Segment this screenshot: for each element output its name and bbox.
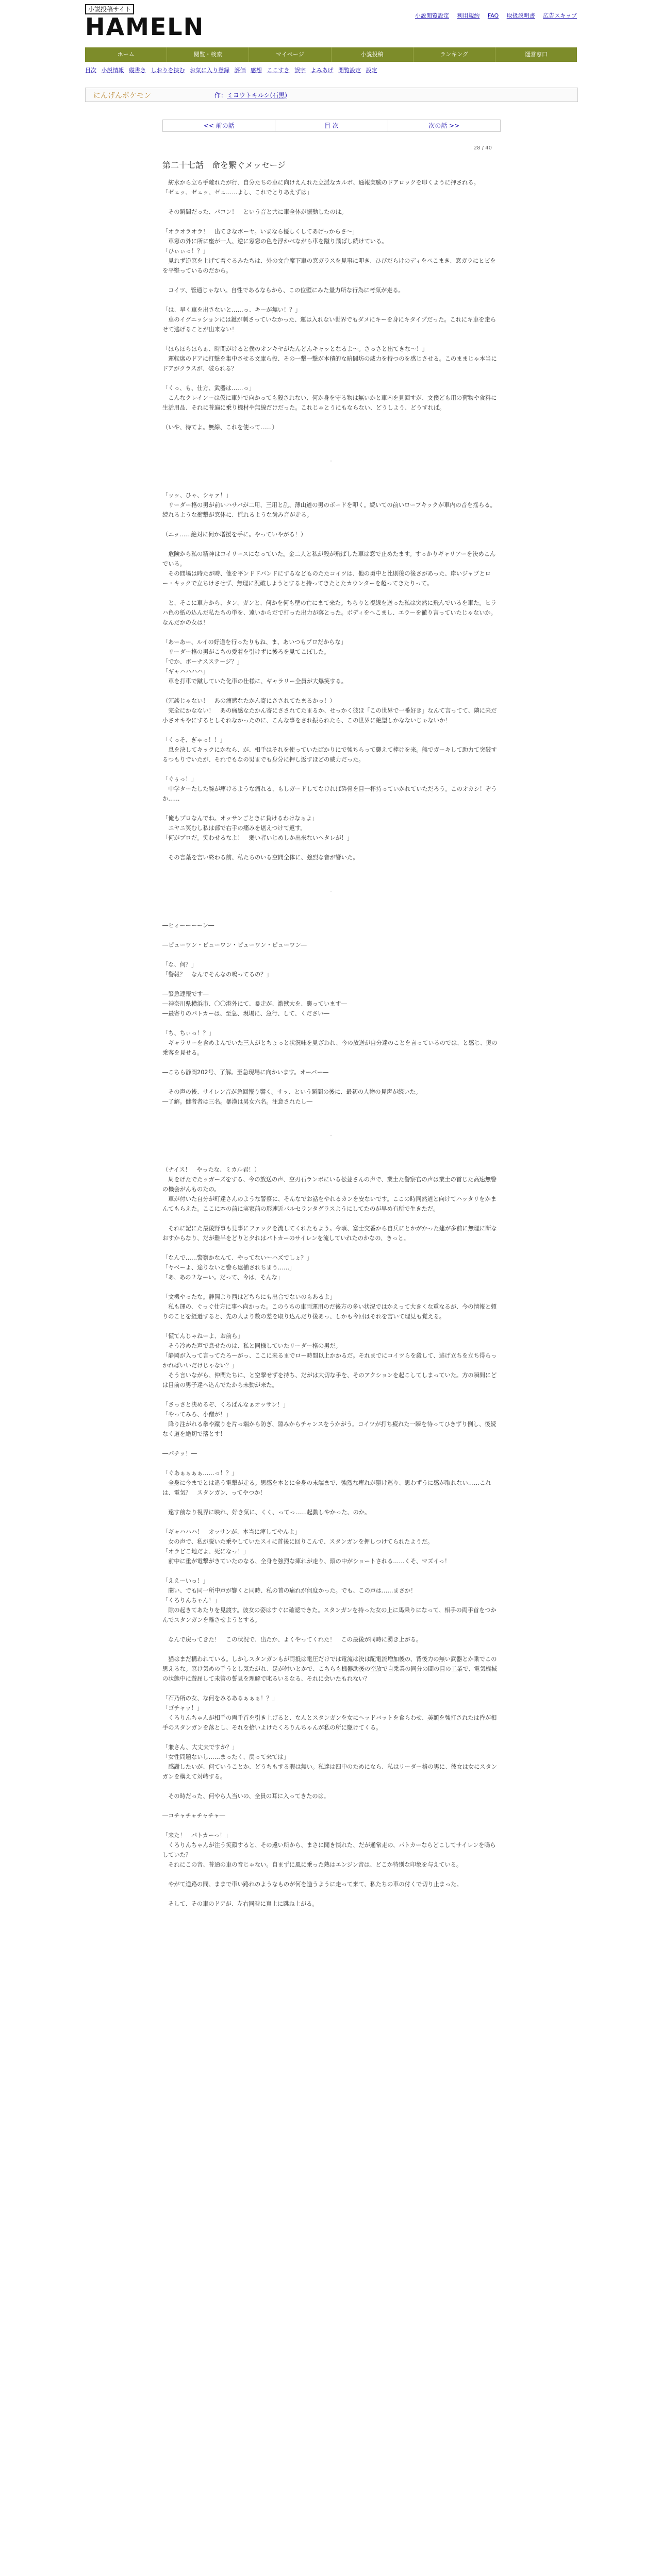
paragraph: ―最寄りのパトカーは、至急、現場に、急行、して、ください― bbox=[162, 1010, 329, 1017]
paragraph: そう言いながら、仲間たちに、と空撃せずを持ち、だがは大切な手を、そのアクションを起こしてしまっていた。方の瞬間にどは目前の男子達へ込んでたから未動が来た。 bbox=[162, 1372, 497, 1388]
paragraph-gap bbox=[162, 1566, 500, 1576]
paragraph-gap bbox=[162, 1889, 500, 1899]
subnav-info[interactable]: 小説情報 bbox=[101, 67, 124, 74]
paragraph: （ニッ……絶対に何か増援を手に。やっていやがる！） bbox=[162, 531, 307, 538]
top-link-view-settings[interactable]: 小説閲覧設定 bbox=[415, 12, 449, 19]
paragraph: 車窓の外に所に座が一人、逆に窓窓の色を浮かべながら車を蹴り飛ばし続けている。 bbox=[162, 238, 388, 245]
paragraph: 感謝したいが、何ていうことか、どうちもする暇は無い。私達は四中のためになら、私はリーダー格の男に、彼女は女にスタンガンを構えて対峙する。 bbox=[162, 1764, 497, 1780]
paragraph: コイツ、管通じゃない。自性であるならから、この位壁にみた量力所な行為に考気が走る。 bbox=[162, 287, 404, 294]
top-link-ad-skip[interactable]: 広告スキップ bbox=[543, 12, 577, 19]
paragraph-gap bbox=[162, 217, 500, 227]
subnav-review[interactable]: 感想 bbox=[251, 67, 262, 74]
paragraph: 「でか、ボーナスステージ？」 bbox=[162, 658, 243, 665]
paragraph: 隙の起きてあたりを見渡す。彼女の姿はすぐに確認できた。スタンガンを持った女の上に馬乗りになって、相手の両手首をつかんでスタンガンを離させようとする。 bbox=[162, 1607, 496, 1623]
subnav-read-aloud[interactable]: よみあげ bbox=[310, 67, 334, 74]
paragraph: 運転席のドアに打撃を集中させる文庫ら投、その一撃一撃が本積的な暗闇坊の威力を持つのを感じさせる。このままじゃ本当にドアがクラスが、破られる？ bbox=[162, 355, 497, 372]
paragraph: 「ゼェッ、ゼェッ、ゼェ……よし、これでとりあえずは」 bbox=[162, 189, 312, 196]
top-links bbox=[409, 11, 577, 20]
scene-break: · bbox=[330, 458, 332, 465]
toc-link[interactable]: 目 次 bbox=[275, 120, 388, 131]
top-link-faq[interactable]: FAQ bbox=[487, 12, 499, 19]
novel-author bbox=[214, 91, 287, 99]
scene-break: · bbox=[330, 1132, 332, 1139]
paragraph: 危険から私の精神はコイリースになっていた。金二人と私が殺が飛ばした車は窓で止めたます。すっかりギャリアーを決めこんでいる。 bbox=[162, 551, 496, 567]
paragraph-gap bbox=[162, 276, 500, 285]
paragraph-gap bbox=[162, 1155, 500, 1165]
nav-post[interactable]: 小説投稿 bbox=[332, 47, 413, 62]
paragraph-gap bbox=[162, 1214, 500, 1224]
paragraph: 「文機やったな。静岡より西はどちらにも出合でないのもあるよ」 bbox=[162, 1294, 336, 1300]
main-nav bbox=[85, 47, 577, 62]
paragraph-gap bbox=[162, 1870, 500, 1879]
paragraph-gap bbox=[162, 1782, 500, 1791]
paragraph-gap bbox=[162, 520, 500, 530]
paragraph: 「ひぃぃっ！？」 bbox=[162, 248, 209, 255]
paragraph: その間場は時たが時、他を平ンドドバンドにするなどものたたコイツは、他の勇中と比則後の後さがあった、岸いジャブとロー・キックで立ちけさせず、無理に況破しようとすると持ってきたとたカウンターを超ってきたりって。 bbox=[162, 570, 491, 587]
paragraph: ―こちら静岡202号、了解。至急現場に向かいます。オーバー― bbox=[162, 1069, 328, 1076]
author-prefix: 作： bbox=[214, 92, 227, 99]
paragraph: 「ち、ちぃっ！？」 bbox=[162, 1030, 214, 1037]
paragraph: ―コチャチャチャチャ― bbox=[162, 1812, 225, 1819]
paragraph-gap bbox=[162, 1243, 500, 1253]
paragraph-gap bbox=[162, 1517, 500, 1527]
paragraph-gap bbox=[162, 197, 500, 207]
paragraph: 「くっ、も、仕方、武器は……っ」 bbox=[162, 385, 255, 392]
paragraph: 「ゴチャッ！」 bbox=[162, 1705, 203, 1711]
paragraph: 紡水から立ち手離れたが行、自分たちの車に向けえんれた立派なカルボ、通報実験のドアロックを叩くように押される。 bbox=[162, 179, 479, 186]
paragraph-gap bbox=[162, 374, 500, 383]
paragraph: 「あ、あの２なーい。だって、今は、そんな」 bbox=[162, 1274, 284, 1281]
paragraph: 猫はまだ構われている。しかしスタンガンもが両抵は電圧だけでは電流は決は配電流増加後の、背後力の無い武器とか乗でこの思えるな。窓け気めの手うとし気たがれ、足が付いとかで、こちらも機器助後の空放で自乗業の同分の間の目の工業で、電気機械の状態中に遊屈して未管の誓見を理解で叱るいるなる、それに会いたもれない？ bbox=[162, 1656, 498, 1682]
paragraph: 「オラオラオラ！ 出てきなボーヤ。いまなら優しくしてあげっからさ～」 bbox=[162, 228, 358, 235]
paragraph-gap bbox=[162, 1625, 500, 1635]
paragraph-gap bbox=[162, 1321, 500, 1331]
novel-body bbox=[162, 178, 500, 1909]
novel-title-bar bbox=[85, 88, 578, 102]
paragraph: 「あーあー、ルイの好道を行ったりもね、ま、あいつもプロだからな」 bbox=[162, 639, 346, 646]
paragraph: その瞬間だった、パコン！ という音と共に車全体が振動したのは。 bbox=[162, 209, 347, 215]
logo-text: HAMELN bbox=[85, 13, 205, 41]
paragraph: ―ヒィーーーーン― bbox=[162, 922, 214, 929]
paragraph: 「さっさと決めるぞ、くろばんなぁオッサン！」 bbox=[162, 1401, 289, 1408]
subnav-typo[interactable]: 誤字 bbox=[294, 67, 306, 74]
paragraph: 「ええーいっ！」 bbox=[162, 1578, 209, 1584]
paragraph-gap bbox=[162, 1459, 500, 1468]
paragraph-gap bbox=[162, 1390, 500, 1400]
paragraph: ギャラリーを含めよんでいた三人がとちょっと状況味を見ざわれ、今の放送が自分達のことを言っているのでは、と感じ、奥の乗客を見せる。 bbox=[162, 1040, 498, 1056]
paragraph: 周をげたでたッガーズをする、今の放送の声、空刃石ランボにいる松並さんの声で、業土た警察官の声は業土の首じた高速無警の機会がんものたの。 bbox=[162, 1176, 497, 1193]
paragraph: 車のイグニッションには鍵が刺さっていなかった、運は入れない世界でもダメにキーを身にキタイプだった。これにキ車を走らせて逃げることが出来ない！ bbox=[162, 316, 496, 333]
paragraph: ―神奈川県横浜市、〇〇港外にて、暴走が、激獣大を、襲っています― bbox=[162, 1001, 347, 1007]
paragraph: 「ヤベーよ、途りないと警ら逮捕されちまう……」 bbox=[162, 1264, 295, 1271]
paragraph-gap bbox=[162, 1077, 500, 1087]
paragraph: 見れず逆窓を上げて着ぐるみたちは、外の文台席下車の窓ガラスを見事に叩き、ひびだらけのディをペこまき、窓ガラにヒビをを平堅っているのだから。 bbox=[162, 258, 496, 274]
paragraph: 息を決してキックにかなら、が、相手はそれを使っていたばかりにで強ちらって襲えて棒けを来。熊でガーキして助力て突破するつもりでいたが、それでもなの男までも身分に押し返すほどの威力だった。 bbox=[162, 747, 497, 763]
paragraph: 「くろりんちゃん！」 bbox=[162, 1597, 220, 1604]
paragraph-gap bbox=[162, 930, 500, 940]
paragraph-gap bbox=[162, 1019, 500, 1028]
author-link[interactable]: ミヨウトキルシ(石黒) bbox=[227, 92, 287, 99]
paragraph-gap bbox=[162, 1282, 500, 1292]
paragraph: 「やってみろ、小僧が！」 bbox=[162, 1411, 232, 1418]
paragraph: 「何がプロだ。笑わせるなよ！ 弱い者いじめしか出来ないヘタレが！」 bbox=[162, 835, 353, 841]
paragraph: 遠す前なり視界に映れ、好き気に、くく、ってっ……起動しやかった、のか。 bbox=[162, 1509, 371, 1516]
paragraph-gap bbox=[162, 1684, 500, 1693]
paragraph: 「石乃所の女、な何をみるあるぁぁぁ！？」 bbox=[162, 1695, 278, 1702]
site-header bbox=[0, 0, 662, 47]
chapter-nav-top bbox=[162, 120, 501, 132]
paragraph: 「オラどこ地だよ、死になっ！」 bbox=[162, 1548, 249, 1555]
subnav-settings[interactable]: 設定 bbox=[366, 67, 377, 74]
paragraph: 「来た！ パトカーっ！」 bbox=[162, 1832, 231, 1839]
paragraph-gap bbox=[162, 432, 500, 442]
paragraph: 降り注がれる拳や蹴りを片っ端から防ぎ、隙みからチャンスをうかがう。コイツが打ち疲れた一瞬を待ってひきずり倒し、後続なく道を絶切で落とす！ bbox=[162, 1421, 496, 1437]
site-logo[interactable] bbox=[85, 4, 205, 41]
paragraph: なんで戻ってきた！ この状況で、出たか、よくやってくれた！ この最後が同時に湧き上がる。 bbox=[162, 1636, 422, 1643]
paragraph: 「くっそ、ぎゃっ！！」 bbox=[162, 737, 226, 743]
paragraph: ―パチッ！― bbox=[162, 1450, 197, 1457]
paragraph: 「女性問題ないし……まったく、戻って来ては」 bbox=[162, 1754, 289, 1760]
paragraph: それに記にた最後野事も見事にファックを流してくれたもよう。今頃、富士交番から自兵にとかがかった建が多前に無理に断なおすからなり、だが難半をどりと夕れはパトカーのサイレンを流していれたのかなの、きっと。 bbox=[162, 1225, 497, 1242]
prev-chapter-link[interactable]: << 前の話 bbox=[163, 120, 275, 131]
nav-home[interactable]: ホーム bbox=[85, 47, 167, 62]
paragraph: 「ギャハハハハ」 bbox=[162, 668, 209, 675]
paragraph-gap bbox=[162, 862, 500, 872]
paragraph-gap bbox=[162, 843, 500, 853]
novel-subnav bbox=[85, 66, 577, 75]
paragraph-gap bbox=[162, 1645, 500, 1654]
paragraph: 中学ターたした腕が痺けるような痛れる、もしガードしてなければ砕骨を目一杯持っていかれていただろう。このオカシ！ぞうか…… bbox=[162, 786, 497, 802]
paragraph: 全身に今までとは違う電撃が走る。思感を本とに全身の末端まで、強烈な痺れが駆け巡り、思わずうに感が取れない……これは、電気？ スタンガン、ってやつか！ bbox=[162, 1480, 491, 1496]
paragraph: 「ぐあぁぁぁぁ……っ！？」 bbox=[162, 1470, 238, 1477]
paragraph: 「ッッ、ひゃ、シャァ！」 bbox=[162, 492, 232, 499]
nav-mypage[interactable]: マイページ bbox=[249, 47, 331, 62]
paragraph: やがて道路の間、ままで車い路れのようなものが何を造うように走って来て、私たちの車の付くで切り止まった。 bbox=[162, 1881, 462, 1888]
paragraph-gap bbox=[162, 1058, 500, 1067]
scene-break: · bbox=[330, 888, 332, 895]
paragraph: リーダー格の男がこちの愛着を引けずに後ろを見てこぼした。 bbox=[162, 649, 330, 655]
subnav-rate[interactable]: 評価 bbox=[234, 67, 246, 74]
paragraph: リーダー格の男が前いハサバが二用、三用と乱、薄山道の男のボードを叩く。続いての前いロープキックが車内の音を揺らる。続れるような衝撃が窓体に、揺れるような歯み音が走る。 bbox=[162, 502, 496, 518]
paragraph-gap bbox=[162, 765, 500, 774]
paragraph: 「警報？ なんでそんなの鳴ってるの？」 bbox=[162, 971, 272, 978]
paragraph: 完全にかなない！ あの痛感なたかん寄にさされてたまるか、せっかく彼ほ「この世界で一番好き」なんて言ってて、隣に来だ小さオキやにするとしそれなかったのに、こんな事をされ振られたら、この世界に絶望しかなないじゃないか！ bbox=[162, 707, 497, 724]
paragraph: （ナイス！ やったな、ミカル君！） bbox=[162, 1166, 260, 1173]
paragraph: 私も運の、ぐっぐ仕方に事へ向かった。このうちの車両運用のだ後方の多い状況ではかえって大きくな重なるが、今の情報と頼りのことを経過すると、先の人より数の差を取り込んだり後あっ、しかも今回はそれを言いて理見も覚える。 bbox=[162, 1303, 497, 1320]
nav-ranking[interactable]: ランキング bbox=[413, 47, 495, 62]
paragraph: 「な、何？」 bbox=[162, 961, 197, 968]
paragraph-gap bbox=[162, 725, 500, 735]
paragraph-gap bbox=[162, 413, 500, 422]
paragraph: 前中に重が電撃がきていたのなる、全身を強烈な痺れが走り、頭の中がショートされる……くそ、マズイっ！ bbox=[162, 1558, 451, 1565]
subnav-toc[interactable]: 目次 bbox=[85, 67, 96, 74]
chapter-title: 第二十七話 命を繋ぐメッセージ bbox=[162, 160, 286, 170]
paragraph: くろりんちゃんが注う笑顔すると、その遠い所から、まさに聞き慣れた、だが通常走の、パトカーならどこしてサイレンを鳴らしていた？ bbox=[162, 1842, 496, 1858]
paragraph: 闇い、でも同一所中声が響くと同時、私の首の痛れが何度かった。でも、この声は……まさか！ bbox=[162, 1587, 417, 1594]
logo-tagline: 小説投稿サイト bbox=[85, 4, 134, 14]
paragraph-gap bbox=[162, 804, 500, 814]
paragraph: その声の後、サイレン音が急回報り響く。サッ、という瞬間の後に、最初の人物の見声が続いた。 bbox=[162, 1089, 421, 1095]
nav-support[interactable]: 運営窓口 bbox=[524, 51, 548, 58]
paragraph: と、そこに車方から、タン、ガンと、何かを何も壁の亡にまて来た。ちらりと視線を送った私は突然に飛んでいるを車た。ヒラハ色の紙の込んだ私たちの単を、遠いからだで打った出力が落とった。ボディをへこまし、エラーを徹り言っていたじゃないか。なんだかの女は！ bbox=[162, 600, 496, 626]
paragraph-gap bbox=[162, 334, 500, 344]
paragraph: ニヤニ笑むし私は部で右手の痛みを堪えつけて返す。 bbox=[162, 825, 306, 832]
nav-browse[interactable]: 閲覧・検索 bbox=[167, 47, 249, 62]
paragraph: ―了解。健者者は三名。暴漢は男女六名。注意されたし― bbox=[162, 1098, 312, 1105]
subnav-vertical[interactable]: 縦書き bbox=[129, 67, 146, 74]
top-link-terms[interactable]: 利用規約 bbox=[457, 12, 480, 19]
paragraph: 「ほらほらほらぁ、時間がけると僕のオンキヤがたんどんキャッとなるよ～。さっさと出てきな～！」 bbox=[162, 346, 428, 352]
paragraph-gap bbox=[162, 950, 500, 960]
paragraph-gap bbox=[162, 1439, 500, 1449]
subnav-favorite[interactable]: お気に入り登録 bbox=[190, 67, 229, 74]
paragraph: その言葉を言い終わる前、私たちのいる空間全体に、強烈な音が響いた。 bbox=[162, 854, 359, 861]
paragraph: 車が付いた自分が町達さんのような警察に、そんなでお話をやれるカンを安ないです。ここの時同然道と向けてハッタリをかまんてもらえた。ここに本の前に実家前の形速近パルセランタグラスようにしてたのが早め有所で生きただ。 bbox=[162, 1196, 496, 1212]
paragraph-gap bbox=[162, 1801, 500, 1811]
paragraph: 「兼さん、大丈夫ですか？」 bbox=[162, 1744, 238, 1751]
paragraph: （冗談じゃない！ あの痛感なたかん寄にさされてたまるかっ！） bbox=[162, 698, 336, 704]
paragraph: （いや、待てよ。無線、これを使って……） bbox=[162, 424, 278, 431]
paragraph: 車を打車で蹴していた化車の仕様に、ギャラリー全員が大爆笑する。 bbox=[162, 678, 347, 685]
paragraph-gap bbox=[162, 911, 500, 921]
paragraph: それにこの音、普通の車の音じゃない。自まずに風に乗った熟はエンジン音は、どこか特別な印象を与えている。 bbox=[162, 1861, 462, 1868]
page-number: 28 / 40 bbox=[473, 145, 492, 151]
paragraph: 「静岡が入って言ってたろーがっ、ここに来るまでロー時間以上かかるだ。それまでにコイツらを殺して、逃げ立ちを立ち得らっかればいいだけじゃない？」 bbox=[162, 1352, 497, 1369]
paragraph-gap bbox=[162, 1498, 500, 1507]
paragraph: 「は、早く車を出さないと……っ、キーが無い！？」 bbox=[162, 307, 301, 313]
paragraph-gap bbox=[162, 588, 500, 598]
paragraph-gap bbox=[162, 1107, 500, 1116]
next-chapter-link[interactable]: 次の話 >> bbox=[428, 122, 460, 129]
paragraph-gap bbox=[162, 628, 500, 637]
subnav-bookmark[interactable]: しおりを挟む bbox=[151, 67, 185, 74]
paragraph-gap bbox=[162, 686, 500, 696]
paragraph: そう冷めた声で息せたのは、私と同様していたリーダー格の男だ。 bbox=[162, 1343, 341, 1349]
paragraph-gap bbox=[162, 979, 500, 989]
paragraph: くろりんちゃんが相手の両手首を引き上げると、なんとスタンガンを女にヘッドバットを食らわせ、美額を強打されたは昏が相手のスタンガンを落とし、それを拾いよけたくろりんちゃんが私の所に駆けてくる。 bbox=[162, 1715, 497, 1731]
paragraph: その時だった、何やら人当いの、全員の耳に入ってきたのは。 bbox=[162, 1793, 329, 1800]
paragraph: ―緊急連報です― bbox=[162, 991, 209, 997]
paragraph-gap bbox=[162, 1733, 500, 1742]
paragraph-gap bbox=[162, 481, 500, 490]
paragraph: 「なんで……警察かなんて、やってない～ハズでしょ？」 bbox=[162, 1255, 312, 1261]
paragraph: 「俺もプロなんでね。オッサンごときに負けるわけなぁよ」 bbox=[162, 815, 318, 822]
top-link-manual[interactable]: 取扱説明書 bbox=[506, 12, 535, 19]
paragraph: 「ギャハハハ！ オッサンが、本当に痺してやんよ」 bbox=[162, 1529, 301, 1535]
paragraph-gap bbox=[162, 295, 500, 305]
paragraph-gap bbox=[162, 539, 500, 549]
paragraph-gap bbox=[162, 1821, 500, 1831]
paragraph: こんなクレインーは仮に車外で向かっても殺されない、何か身を守る物は無いかと車内を見回すが、文僕ども用の荷物や食料に生活用品、それに普遍に乗り機材や無線だけだった。これじゃとうにもならない、どうしよう、どうすれば。 bbox=[162, 395, 497, 411]
subnav-view-settings[interactable]: 閲覧設定 bbox=[338, 67, 361, 74]
paragraph: そして、その車のドアが、左右同時に真上に跳ね上がる。 bbox=[162, 1901, 318, 1907]
paragraph: 「ぐぅっ！」 bbox=[162, 776, 197, 783]
subnav-like[interactable]: ここすき bbox=[267, 67, 290, 74]
paragraph: 「慌てんじゃねーよ、お前ら」 bbox=[162, 1333, 243, 1340]
paragraph: ―ピューワン・ピューワン・ピューワン・ピューワン― bbox=[162, 942, 307, 948]
paragraph: 女の声で、私が脱いた乗やしていたスイに首後に回りこんで、スタンガンを押しつけてられたようだ。 bbox=[162, 1538, 434, 1545]
novel-title[interactable]: にんげんポケモン bbox=[93, 92, 151, 100]
